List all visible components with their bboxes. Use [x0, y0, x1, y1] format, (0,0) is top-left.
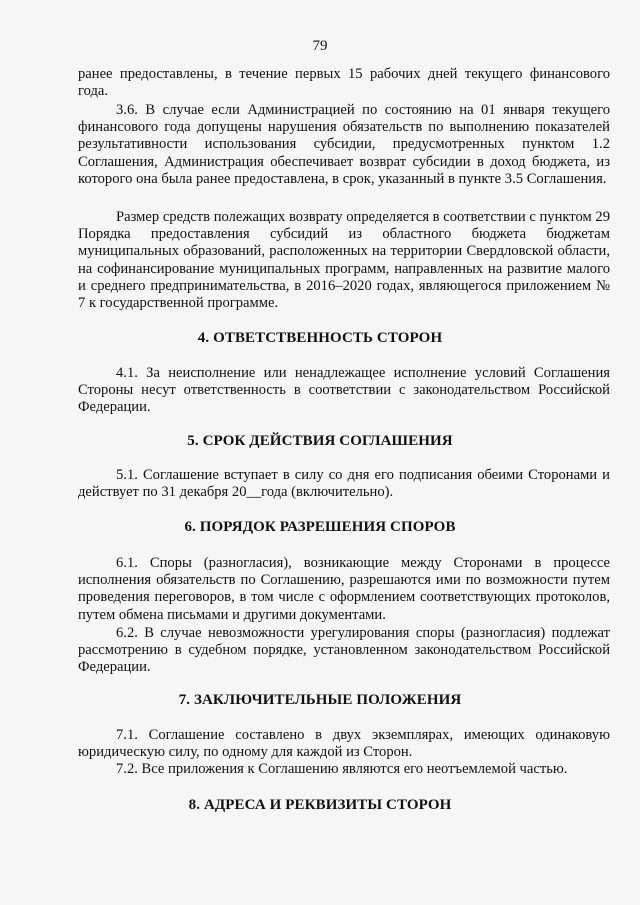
heading-section-5: 5. СРОК ДЕЙСТВИЯ СОГЛАШЕНИЯ — [187, 433, 453, 449]
paragraph-7-2: 7.2. Все приложения к Соглашению являются его неотъемлемой частью. — [116, 761, 568, 777]
paragraph-6-1: 6.1. Споры (разногласия), возникающие между Сторонами в процессе исполнения обязательств по Соглашению, разрешаются ими по возможности путем проведения переговоров, в том числе с оформлением соответствующих протоколов, путем обмена письмами и другими документами. — [78, 555, 610, 623]
heading-section-4: 4. ОТВЕТСТВЕННОСТЬ СТОРОН — [197, 330, 443, 346]
page-number: 79 — [312, 38, 328, 54]
heading-section-7: 7. ЗАКЛЮЧИТЕЛЬНЫЕ ПОЛОЖЕНИЯ — [178, 692, 462, 708]
paragraph-refund-amount: Размер средств полежащих возврату определяется в соответствии с пунктом 29 Порядка предоставления субсидий из областного бюджета бюджетам муниципальных образований, расположенных на территории Свердловской области, на софинансирование муниципальных программ, направленных на развитие малого и среднего предпринимательства, в 2016–2020 годах, являющегося приложением № 7 к государственной программе. — [78, 209, 610, 312]
paragraph-7-1: 7.1. Соглашение составлено в двух экземплярах, имеющих одинаковую юридическую силу, по одному для каждой из Сторон. — [78, 727, 610, 761]
paragraph-3-6: 3.6. В случае если Администрацией по состоянию на 01 января текущего финансового года допущены нарушения обязательств по выполнению показателей результативности использования субсидии, предусмотренных пунктом 1.2 Соглашения, Администрация обеспечивает возврат субсидии в доход бюджета, из которого она была ранее предоставлена, в срок, указанный в пункте 3.5 Соглашения. — [78, 102, 610, 187]
heading-section-6: 6. ПОРЯДОК РАЗРЕШЕНИЯ СПОРОВ — [184, 519, 456, 535]
paragraph-5-1: 5.1. Соглашение вступает в силу со дня его подписания обеими Сторонами и действует по 31 декабря 20__года (включительно). — [78, 467, 610, 501]
paragraph-6-2: 6.2. В случае невозможности урегулирования споры (разногласия) подлежат рассмотрению в судебном порядке, установленном законодательством Российской Федерации. — [78, 625, 610, 676]
paragraph-4-1: 4.1. За неисполнение или ненадлежащее исполнение условий Соглашения Стороны несут ответственность в соответствии с законодательством Российской Федерации. — [78, 365, 610, 416]
heading-section-8: 8. АДРЕСА И РЕКВИЗИТЫ СТОРОН — [188, 797, 452, 813]
paragraph-continuation: ранее предоставлены, в течение первых 15 рабочих дней текущего финансового года. — [78, 66, 610, 100]
